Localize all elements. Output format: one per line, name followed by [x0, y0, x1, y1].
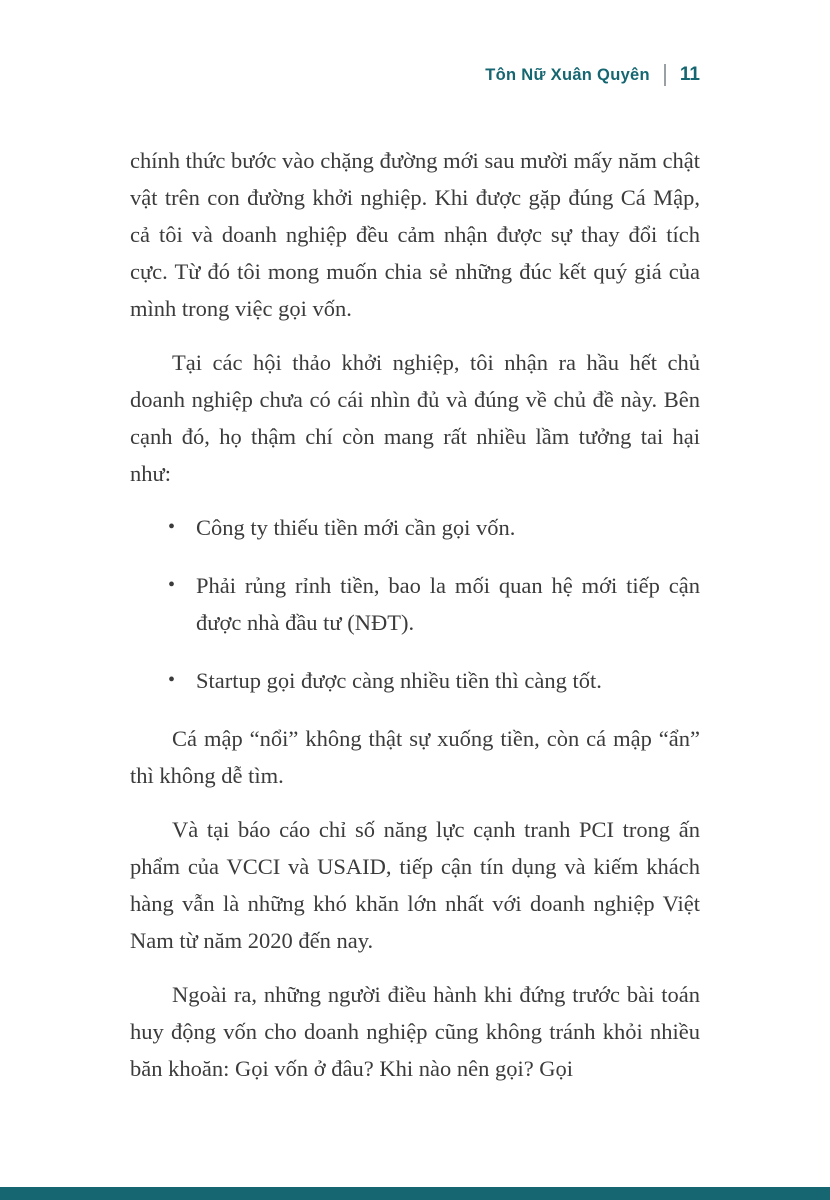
page-number: 11	[679, 64, 700, 85]
bullet-item: • Công ty thiếu tiền mới cần gọi vốn.	[168, 509, 700, 546]
page-body	[130, 142, 700, 1104]
paragraph-continuation: chính thức bước vào chặng đường mới sau mười mấy năm chật vật trên con đường khởi nghiệp. Khi được gặp đúng Cá Mập, cả tôi và doanh nghiệp đều cảm nhận được sự thay đổi tích cực. Từ đó tôi mong muốn chia sẻ những đúc kết quý giá của mình trong việc gọi vốn.	[130, 148, 700, 321]
running-header	[130, 64, 700, 86]
bullet-list	[168, 509, 700, 699]
paragraph: Ngoài ra, những người điều hành khi đứng trước bài toán huy động vốn cho doanh nghiệp cũng không tránh khỏi nhiều băn khoăn: Gọi vốn ở đâu? Khi nào nên gọi? Gọi	[130, 982, 700, 1081]
footer-accent-bar	[0, 1187, 830, 1200]
bullet-item: • Startup gọi được càng nhiều tiền thì càng tốt.	[168, 662, 700, 699]
header-divider	[664, 64, 666, 86]
paragraph: Cá mập “nổi” không thật sự xuống tiền, còn cá mập “ẩn” thì không dễ tìm.	[130, 726, 700, 788]
paragraph: Và tại báo cáo chỉ số năng lực cạnh tranh PCI trong ấn phẩm của VCCI và USAID, tiếp cận tín dụng và kiếm khách hàng vẫn là những khó khăn lớn nhất với doanh nghiệp Việt Nam từ năm 2020 đến nay.	[130, 817, 700, 953]
bullet-item: • Phải rủng rỉnh tiền, bao la mối quan hệ mới tiếp cận được nhà đầu tư (NĐT).	[168, 567, 700, 641]
paragraph: Tại các hội thảo khởi nghiệp, tôi nhận ra hầu hết chủ doanh nghiệp chưa có cái nhìn đủ và đúng về chủ đề này. Bên cạnh đó, họ thậm chí còn mang rất nhiều lầm tưởng tai hại như:	[130, 350, 700, 486]
running-head-author: Tôn Nữ Xuân Quyên	[485, 65, 650, 84]
